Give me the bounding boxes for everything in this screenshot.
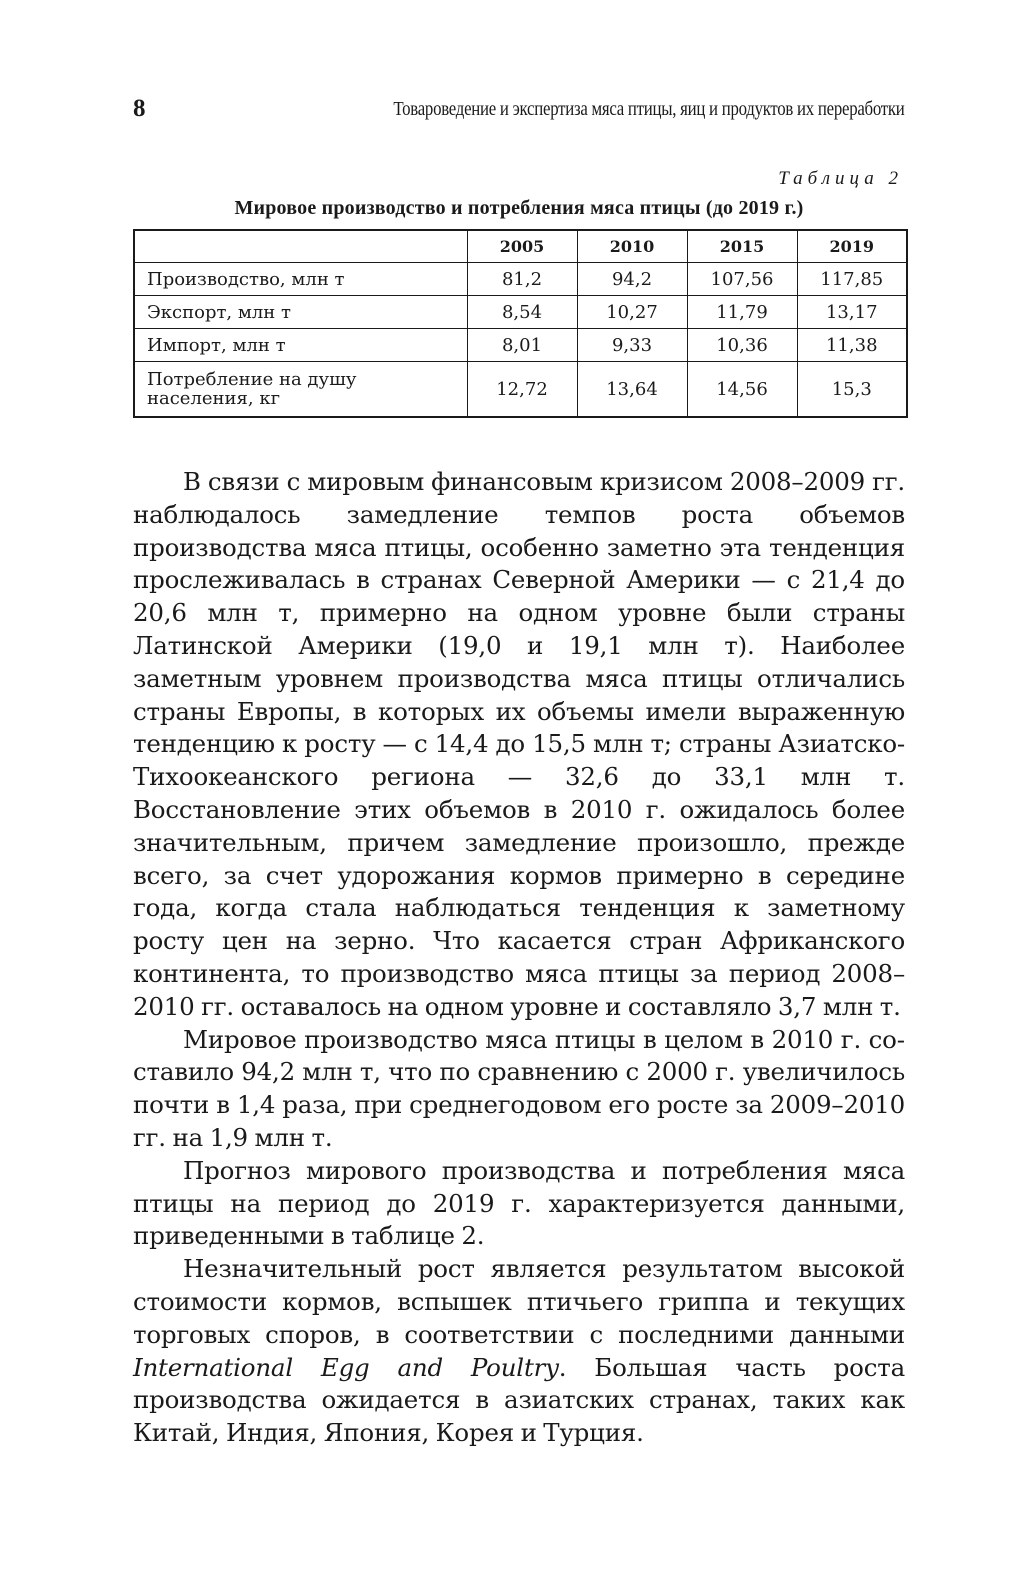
table-cell: 107,56 [687, 263, 797, 296]
source-name: International Egg and Poultry [133, 1352, 559, 1382]
table-cell: 12,72 [467, 362, 577, 418]
table-cell: 14,56 [687, 362, 797, 418]
table-header-cell: 2010 [577, 230, 687, 263]
row-label-line: Потребление на душу [147, 369, 357, 390]
table-title: Мировое производство и потребления мяса птицы (до 2019 г.) [234, 197, 804, 219]
table-cell: 9,33 [577, 329, 687, 362]
table-label: Таблица 2 [778, 168, 903, 189]
row-label: Экспорт, млн т [134, 296, 467, 329]
running-header-title: Товароведение и экспертиза мяса птицы, яиц и продуктов их переработки [393, 98, 905, 120]
paragraph-text: Незначительный рост является результатом высокой стоимости кормов, вспышек птичьего гриппа и текущих торговых споров, в соответствии с последними данными [133, 1254, 905, 1349]
production-table [133, 229, 908, 418]
paragraph: Мировое производство мяса птицы в целом в 2010 г. составило 94,2 млн т, что по сравнению с 2000 г. увеличилось почти в 1,4 раза, при среднегодовом его росте за 2009–2010 гг. на 1,9 млн т. [133, 1024, 905, 1152]
table-row [134, 329, 907, 362]
table-header-cell [134, 230, 467, 263]
table-row [134, 263, 907, 296]
table-header-cell: 2005 [467, 230, 577, 263]
table-cell: 11,79 [687, 296, 797, 329]
table-header-row [134, 230, 907, 263]
body-text [133, 466, 905, 1450]
table-cell: 13,17 [797, 296, 907, 329]
paragraph: Прогноз мирового производства и потребления мяса птицы на период до 2019 г. характеризуется данными, приведенными в таблице 2. [133, 1155, 905, 1251]
table-header-cell: 2019 [797, 230, 907, 263]
table-cell: 10,27 [577, 296, 687, 329]
table-cell: 94,2 [577, 263, 687, 296]
row-label: Производство, млн т [134, 263, 467, 296]
row-label: Импорт, млн т [134, 329, 467, 362]
row-label [134, 362, 467, 418]
table-cell: 8,54 [467, 296, 577, 329]
table-header-cell: 2015 [687, 230, 797, 263]
table-row [134, 296, 907, 329]
table-cell: 81,2 [467, 263, 577, 296]
table-cell: 117,85 [797, 263, 907, 296]
page-number: 8 [133, 95, 146, 122]
running-header [133, 94, 905, 128]
table-cell: 10,36 [687, 329, 797, 362]
paragraph-text: . Большая часть роста производства ожидается в азиатских странах, таких как Китай, Индия, Япония, Корея и Турция. [133, 1352, 905, 1448]
table-cell: 15,3 [797, 362, 907, 418]
table-cell: 8,01 [467, 329, 577, 362]
paragraph [133, 1253, 905, 1450]
table-cell: 11,38 [797, 329, 907, 362]
row-label-line: населения, кг [147, 388, 281, 409]
table-cell: 13,64 [577, 362, 687, 418]
table-row [134, 362, 907, 418]
paragraph: В связи с мировым финансовым кризисом 2008–2009 гг. наблюдалось замедление темпов роста объемов производства мяса птицы, особенно заметно эта тенденция прослеживалась в странах Северной Америки — с 21,4 до 20,6 млн т, примерно на одном уровне были страны Латинской Америки (19,0 и 19,1 млн т). Наиболее заметным уровнем производства мяса птицы отличались страны Европы, в которых их объемы имели выраженную тенденцию к росту — с 14,4 до 15,5 млн т; страны Азиатско-Тихоокеанского региона — 32,6 до 33,1 млн т. Восстановление этих объемов в 2010 г. ожидалось более значительным, причем замедление произошло, прежде всего, за счет удорожания кормов примерно в середине года, когда стала наблюдаться тенденция к заметному росту цен на зерно. Что касается стран Африканского континента, то производство мяса птицы за период 2008–2010 гг. оставалось на одном уровне и составляло 3,7 млн т. [133, 467, 905, 1021]
